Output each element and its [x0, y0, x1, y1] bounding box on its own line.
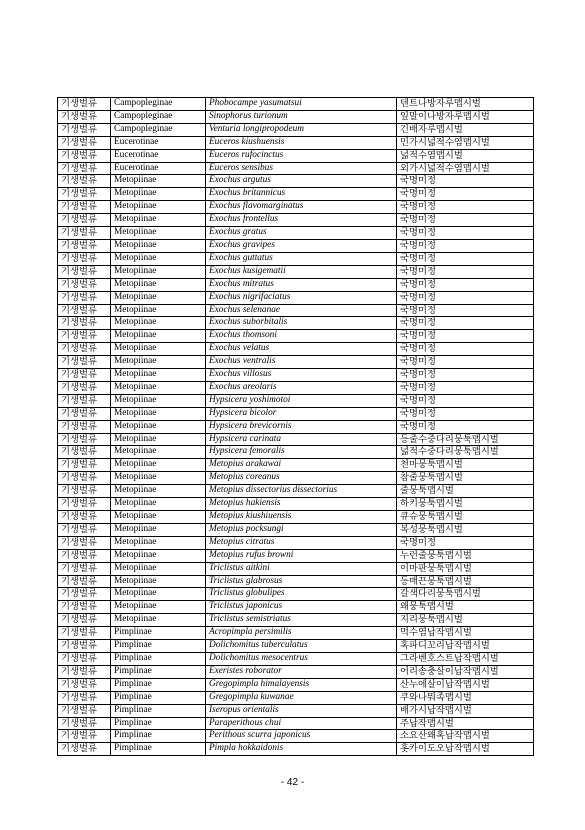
korean-name-cell: 국명미정 — [397, 252, 534, 265]
category-cell: 기생벌류 — [58, 640, 111, 653]
category-cell: 기생벌류 — [58, 394, 111, 407]
subfamily-cell: Metopiinae — [111, 511, 206, 524]
korean-name-cell: 갈색다리뭉툭맵시벌 — [397, 588, 534, 601]
category-cell: 기생벌류 — [58, 588, 111, 601]
subfamily-cell: Metopiinae — [111, 420, 206, 433]
scientific-name-cell: Euceros kiushuensis — [206, 136, 397, 149]
scientific-name-cell: Hypsicera femoralis — [206, 446, 397, 459]
category-cell: 기생벌류 — [58, 201, 111, 214]
table-row — [58, 304, 534, 317]
scientific-name-cell: Phobocampe yasumatsui — [206, 98, 397, 111]
korean-name-cell: 등줄수중다리뭉툭맵시벌 — [397, 433, 534, 446]
scientific-name-cell: Triclistus globulipes — [206, 588, 397, 601]
korean-name-cell: 소요산왜혹납작맵시벌 — [397, 730, 534, 743]
category-cell: 기생벌류 — [58, 175, 111, 188]
subfamily-cell: Eucerotinae — [111, 136, 206, 149]
scientific-name-cell: Triclistus glabrosus — [206, 575, 397, 588]
subfamily-cell: Metopiinae — [111, 252, 206, 265]
category-cell: 기생벌류 — [58, 369, 111, 382]
category-cell: 기생벌류 — [58, 149, 111, 162]
scientific-name-cell: Exochus guttatus — [206, 252, 397, 265]
subfamily-cell: Metopiinae — [111, 446, 206, 459]
table-row — [58, 614, 534, 627]
korean-name-cell: 국명미정 — [397, 394, 534, 407]
table-row — [58, 678, 534, 691]
korean-name-cell: 복성뭉툭맵시벌 — [397, 523, 534, 536]
scientific-name-cell: Gregopimpla himalayensis — [206, 678, 397, 691]
korean-name-cell: 지리뭉툭맵시벌 — [397, 614, 534, 627]
subfamily-cell: Metopiinae — [111, 498, 206, 511]
korean-name-cell: 등매끈뭉툭맵시벌 — [397, 575, 534, 588]
subfamily-cell: Metopiinae — [111, 201, 206, 214]
scientific-name-cell: Metopius arakawai — [206, 459, 397, 472]
korean-name-cell: 국명미정 — [397, 239, 534, 252]
scientific-name-cell: Exochus selenanae — [206, 304, 397, 317]
subfamily-cell: Metopiinae — [111, 601, 206, 614]
scientific-name-cell: Exochus britannicus — [206, 188, 397, 201]
category-cell: 기생벌류 — [58, 291, 111, 304]
table-row — [58, 691, 534, 704]
korean-name-cell: 국명미정 — [397, 188, 534, 201]
subfamily-cell: Metopiinae — [111, 265, 206, 278]
table-row — [58, 278, 534, 291]
scientific-name-cell: Venturia longipropodeum — [206, 123, 397, 136]
table-row — [58, 175, 534, 188]
table-row — [58, 291, 534, 304]
subfamily-cell: Metopiinae — [111, 394, 206, 407]
korean-name-cell: 텐트나방자루맵시벌 — [397, 98, 534, 111]
category-cell: 기생벌류 — [58, 536, 111, 549]
korean-name-cell: 민가시넓적수염맵시벌 — [397, 136, 534, 149]
scientific-name-cell: Dolichomitus tuberculatus — [206, 640, 397, 653]
korean-name-cell: 배가시납작맵시벌 — [397, 704, 534, 717]
scientific-name-cell: Exochus gravipes — [206, 239, 397, 252]
scientific-name-cell: Metopius pocksungi — [206, 523, 397, 536]
korean-name-cell: 국명미정 — [397, 265, 534, 278]
korean-name-cell: 참줄뭉툭맵시벌 — [397, 472, 534, 485]
korean-name-cell: 국명미정 — [397, 536, 534, 549]
subfamily-cell: Pimplinae — [111, 640, 206, 653]
category-cell: 기생벌류 — [58, 614, 111, 627]
subfamily-cell: Metopiinae — [111, 175, 206, 188]
table-row — [58, 330, 534, 343]
korean-name-cell: 그라벤호스트납작맵시벌 — [397, 652, 534, 665]
korean-name-cell: 넓적수중다리뭉툭맵시벌 — [397, 446, 534, 459]
table-row — [58, 136, 534, 149]
korean-name-cell: 국명미정 — [397, 343, 534, 356]
korean-name-cell: 잎말이나방자루맵시벌 — [397, 110, 534, 123]
scientific-name-cell: Sinophorus turionum — [206, 110, 397, 123]
scientific-name-cell: Metopius dissectorius dissectorius — [206, 485, 397, 498]
table-row — [58, 743, 534, 756]
korean-name-cell: 주납작맵시벌 — [397, 717, 534, 730]
korean-name-cell: 혹파디꼬리납작맵시벌 — [397, 640, 534, 653]
korean-name-cell: 국명미정 — [397, 291, 534, 304]
category-cell: 기생벌류 — [58, 98, 111, 111]
scientific-name-cell: Exochus thomsoni — [206, 330, 397, 343]
subfamily-cell: Metopiinae — [111, 575, 206, 588]
scientific-name-cell: Triclistus semistriatus — [206, 614, 397, 627]
subfamily-cell: Metopiinae — [111, 330, 206, 343]
subfamily-cell: Metopiinae — [111, 433, 206, 446]
table-row — [58, 575, 534, 588]
category-cell: 기생벌류 — [58, 459, 111, 472]
korean-name-cell: 줄뭉툭맵시벌 — [397, 485, 534, 498]
table-row — [58, 498, 534, 511]
table-row — [58, 188, 534, 201]
scientific-name-cell: Acropimpla persimilis — [206, 627, 397, 640]
table-row — [58, 665, 534, 678]
subfamily-cell: Metopiinae — [111, 523, 206, 536]
table-row — [58, 381, 534, 394]
table-row — [58, 343, 534, 356]
korean-name-cell: 국명미정 — [397, 227, 534, 240]
category-cell: 기생벌류 — [58, 304, 111, 317]
scientific-name-cell: Hypsicera yoshimotoi — [206, 394, 397, 407]
korean-name-cell: 왜뭉툭맵시벌 — [397, 601, 534, 614]
table-row — [58, 394, 534, 407]
korean-name-cell: 국명미정 — [397, 175, 534, 188]
category-cell: 기생벌류 — [58, 265, 111, 278]
table-row — [58, 123, 534, 136]
scientific-name-cell: Triclistus japonicus — [206, 601, 397, 614]
scientific-name-cell: Exochus velatus — [206, 343, 397, 356]
table-row — [58, 730, 534, 743]
table-row — [58, 433, 534, 446]
category-cell: 기생벌류 — [58, 601, 111, 614]
scientific-name-cell: Hypsicera bicolor — [206, 407, 397, 420]
korean-name-cell: 국명미정 — [397, 420, 534, 433]
table-row — [58, 627, 534, 640]
korean-name-cell: 국명미정 — [397, 214, 534, 227]
species-table-body — [58, 98, 534, 756]
korean-name-cell: 어리송충살이납작맵시벌 — [397, 665, 534, 678]
table-row — [58, 407, 534, 420]
table-row — [58, 536, 534, 549]
category-cell: 기생벌류 — [58, 691, 111, 704]
category-cell: 기생벌류 — [58, 678, 111, 691]
table-row — [58, 239, 534, 252]
subfamily-cell: Metopiinae — [111, 614, 206, 627]
category-cell: 기생벌류 — [58, 743, 111, 756]
subfamily-cell: Pimplinae — [111, 678, 206, 691]
table-row — [58, 640, 534, 653]
subfamily-cell: Metopiinae — [111, 227, 206, 240]
category-cell: 기생벌류 — [58, 343, 111, 356]
table-row — [58, 110, 534, 123]
korean-name-cell: 국명미정 — [397, 407, 534, 420]
subfamily-cell: Pimplinae — [111, 730, 206, 743]
subfamily-cell: Campopleginae — [111, 98, 206, 111]
table-row — [58, 356, 534, 369]
category-cell: 기생벌류 — [58, 330, 111, 343]
subfamily-cell: Metopiinae — [111, 369, 206, 382]
korean-name-cell: 국명미정 — [397, 304, 534, 317]
table-row — [58, 459, 534, 472]
subfamily-cell: Metopiinae — [111, 407, 206, 420]
scientific-name-cell: Exochus argutus — [206, 175, 397, 188]
category-cell: 기생벌류 — [58, 278, 111, 291]
category-cell: 기생벌류 — [58, 472, 111, 485]
scientific-name-cell: Pimpla hokkaidonis — [206, 743, 397, 756]
table-row — [58, 652, 534, 665]
scientific-name-cell: Euceros sensibus — [206, 162, 397, 175]
subfamily-cell: Metopiinae — [111, 549, 206, 562]
category-cell: 기생벌류 — [58, 717, 111, 730]
table-row — [58, 252, 534, 265]
category-cell: 기생벌류 — [58, 433, 111, 446]
category-cell: 기생벌류 — [58, 523, 111, 536]
scientific-name-cell: Exochus gratus — [206, 227, 397, 240]
table-row — [58, 227, 534, 240]
subfamily-cell: Metopiinae — [111, 356, 206, 369]
korean-name-cell: 하키뭉툭맵시벌 — [397, 498, 534, 511]
subfamily-cell: Metopiinae — [111, 588, 206, 601]
scientific-name-cell: Dolichomitus mesocentrus — [206, 652, 397, 665]
table-row — [58, 98, 534, 111]
scientific-name-cell: Exochus ventralis — [206, 356, 397, 369]
subfamily-cell: Eucerotinae — [111, 162, 206, 175]
subfamily-cell: Metopiinae — [111, 317, 206, 330]
scientific-name-cell: Exochus suborbitalis — [206, 317, 397, 330]
scientific-name-cell: Hypsicera brevicornis — [206, 420, 397, 433]
scientific-name-cell: Euceros rufocinctus — [206, 149, 397, 162]
scientific-name-cell: Iseropus orientalis — [206, 704, 397, 717]
subfamily-cell: Metopiinae — [111, 485, 206, 498]
category-cell: 기생벌류 — [58, 110, 111, 123]
scientific-name-cell: Gregopimpla kuwanae — [206, 691, 397, 704]
scientific-name-cell: Hypsicera carinata — [206, 433, 397, 446]
scientific-name-cell: Exochus kusigematii — [206, 265, 397, 278]
subfamily-cell: Metopiinae — [111, 304, 206, 317]
table-row — [58, 214, 534, 227]
category-cell: 기생벌류 — [58, 136, 111, 149]
table-row — [58, 162, 534, 175]
subfamily-cell: Metopiinae — [111, 536, 206, 549]
subfamily-cell: Pimplinae — [111, 652, 206, 665]
table-row — [58, 588, 534, 601]
scientific-name-cell: Perithous scurra japonicus — [206, 730, 397, 743]
scientific-name-cell: Exochus flavomarginatus — [206, 201, 397, 214]
scientific-name-cell: Exochus frontellus — [206, 214, 397, 227]
korean-name-cell: 큐슈뭉툭맵시벌 — [397, 511, 534, 524]
category-cell: 기생벌류 — [58, 227, 111, 240]
category-cell: 기생벌류 — [58, 562, 111, 575]
category-cell: 기생벌류 — [58, 381, 111, 394]
scientific-name-cell: Metopius hakiensis — [206, 498, 397, 511]
category-cell: 기생벌류 — [58, 485, 111, 498]
subfamily-cell: Pimplinae — [111, 665, 206, 678]
subfamily-cell: Metopiinae — [111, 291, 206, 304]
scientific-name-cell: Exochus villosus — [206, 369, 397, 382]
korean-name-cell: 긴배자루맵시벌 — [397, 123, 534, 136]
scientific-name-cell: Metopius coreanus — [206, 472, 397, 485]
category-cell: 기생벌류 — [58, 162, 111, 175]
korean-name-cell: 국명미정 — [397, 356, 534, 369]
category-cell: 기생벌류 — [58, 446, 111, 459]
scientific-name-cell: Paraperithous chui — [206, 717, 397, 730]
scientific-name-cell: Exochus areolaris — [206, 381, 397, 394]
korean-name-cell: 국명미정 — [397, 278, 534, 291]
subfamily-cell: Metopiinae — [111, 562, 206, 575]
category-cell: 기생벌류 — [58, 575, 111, 588]
subfamily-cell: Pimplinae — [111, 627, 206, 640]
category-cell: 기생벌류 — [58, 665, 111, 678]
category-cell: 기생벌류 — [58, 252, 111, 265]
table-row — [58, 523, 534, 536]
korean-name-cell: 국명미정 — [397, 369, 534, 382]
subfamily-cell: Pimplinae — [111, 743, 206, 756]
korean-name-cell: 국명미정 — [397, 201, 534, 214]
subfamily-cell: Metopiinae — [111, 472, 206, 485]
subfamily-cell: Metopiinae — [111, 278, 206, 291]
korean-name-cell: 국명미정 — [397, 381, 534, 394]
table-row — [58, 149, 534, 162]
scientific-name-cell: Metopius kiushiuensis — [206, 511, 397, 524]
category-cell: 기생벌류 — [58, 356, 111, 369]
korean-name-cell: 천마뭉툭맵시벌 — [397, 459, 534, 472]
subfamily-cell: Eucerotinae — [111, 149, 206, 162]
species-table — [57, 97, 534, 756]
subfamily-cell: Metopiinae — [111, 188, 206, 201]
scientific-name-cell: Metopius rufus browni — [206, 549, 397, 562]
subfamily-cell: Metopiinae — [111, 239, 206, 252]
category-cell: 기생벌류 — [58, 511, 111, 524]
page-number: - 42 - — [280, 777, 305, 788]
category-cell: 기생벌류 — [58, 123, 111, 136]
category-cell: 기생벌류 — [58, 652, 111, 665]
scientific-name-cell: Exochus mitratus — [206, 278, 397, 291]
korean-name-cell: 먹수염납작맵시벌 — [397, 627, 534, 640]
scientific-name-cell: Metopius citratus — [206, 536, 397, 549]
category-cell: 기생벌류 — [58, 317, 111, 330]
category-cell: 기생벌류 — [58, 730, 111, 743]
subfamily-cell: Pimplinae — [111, 717, 206, 730]
category-cell: 기생벌류 — [58, 498, 111, 511]
table-row — [58, 369, 534, 382]
subfamily-cell: Metopiinae — [111, 343, 206, 356]
table-row — [58, 511, 534, 524]
korean-name-cell: 쿠와나뭐족맵시벌 — [397, 691, 534, 704]
korean-name-cell: 홋카이도오납작맵시벌 — [397, 743, 534, 756]
table-row — [58, 317, 534, 330]
scientific-name-cell: Triclistus aitkini — [206, 562, 397, 575]
table-row — [58, 717, 534, 730]
scientific-name-cell: Exochus nigrifaciatus — [206, 291, 397, 304]
category-cell: 기생벌류 — [58, 627, 111, 640]
table-row — [58, 562, 534, 575]
subfamily-cell: Metopiinae — [111, 381, 206, 394]
table-row — [58, 472, 534, 485]
category-cell: 기생벌류 — [58, 549, 111, 562]
table-row — [58, 446, 534, 459]
subfamily-cell: Metopiinae — [111, 214, 206, 227]
table-row — [58, 549, 534, 562]
category-cell: 기생벌류 — [58, 188, 111, 201]
category-cell: 기생벌류 — [58, 214, 111, 227]
table-row — [58, 201, 534, 214]
korean-name-cell: 이마판뭉툭맵시벌 — [397, 562, 534, 575]
korean-name-cell: 넓적수염맵시벌 — [397, 149, 534, 162]
subfamily-cell: Campopleginae — [111, 123, 206, 136]
subfamily-cell: Campopleginae — [111, 110, 206, 123]
korean-name-cell: 외가시넓적수염맵시벌 — [397, 162, 534, 175]
table-row — [58, 485, 534, 498]
korean-name-cell: 국명미정 — [397, 330, 534, 343]
table-row — [58, 420, 534, 433]
subfamily-cell: Pimplinae — [111, 704, 206, 717]
category-cell: 기생벌류 — [58, 704, 111, 717]
category-cell: 기생벌류 — [58, 420, 111, 433]
subfamily-cell: Metopiinae — [111, 459, 206, 472]
table-row — [58, 601, 534, 614]
subfamily-cell: Pimplinae — [111, 691, 206, 704]
korean-name-cell: 누런줄뭉툭맵시벌 — [397, 549, 534, 562]
category-cell: 기생벌류 — [58, 407, 111, 420]
table-row — [58, 704, 534, 717]
scientific-name-cell: Exeristes roborator — [206, 665, 397, 678]
category-cell: 기생벌류 — [58, 239, 111, 252]
korean-name-cell: 산누에살이납작맵시벌 — [397, 678, 534, 691]
table-row — [58, 265, 534, 278]
korean-name-cell: 국명미정 — [397, 317, 534, 330]
